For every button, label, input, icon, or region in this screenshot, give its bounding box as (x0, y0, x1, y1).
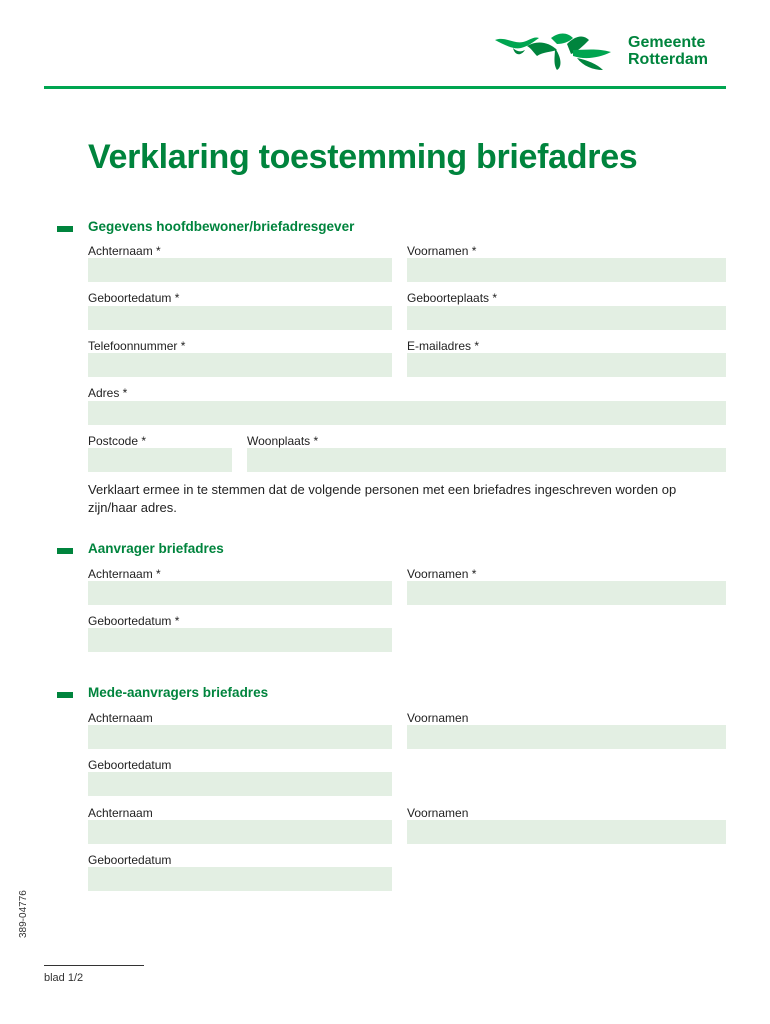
label-achternaam: Achternaam * (88, 567, 161, 581)
footer-divider (44, 965, 144, 966)
label-geboortedatum: Geboortedatum * (88, 614, 180, 628)
mede2-geboortedatum-field[interactable] (88, 867, 392, 891)
label-achternaam: Achternaam * (88, 244, 161, 258)
geboorteplaats-field[interactable] (407, 306, 726, 330)
label-woonplaats: Woonplaats * (247, 434, 319, 448)
mede1-achternaam-field[interactable] (88, 725, 392, 749)
telefoonnummer-field[interactable] (88, 353, 392, 377)
logo-wordmark (628, 34, 708, 68)
label-achternaam: Achternaam (88, 711, 153, 725)
page-number: blad 1/2 (44, 972, 84, 984)
logo-line1: Gemeente (628, 34, 706, 51)
label-telefoonnummer: Telefoonnummer * (88, 339, 186, 353)
page-title: Verklaring toestemming briefadres (88, 138, 638, 176)
postcode-field[interactable] (88, 448, 232, 472)
aanvrager-voornamen-field[interactable] (407, 581, 726, 605)
woonplaats-field[interactable] (247, 448, 726, 472)
achternaam-field[interactable] (88, 258, 392, 282)
statement-text: Verklaart ermee in te stemmen dat de volgende personen met een briefadres ingeschreven worden op zijn/haar adres. (88, 482, 677, 515)
label-adres: Adres * (88, 386, 128, 400)
header-divider (44, 86, 726, 89)
label-geboorteplaats: Geboorteplaats * (407, 291, 498, 305)
voornamen-field[interactable] (407, 258, 726, 282)
label-geboortedatum: Geboortedatum * (88, 291, 180, 305)
rotterdam-logo-icon (493, 30, 615, 72)
mede2-achternaam-field[interactable] (88, 820, 392, 844)
mede2-voornamen-field[interactable] (407, 820, 726, 844)
label-voornamen: Voornamen * (407, 244, 477, 258)
label-voornamen: Voornamen (407, 806, 469, 820)
aanvrager-geboortedatum-field[interactable] (88, 628, 392, 652)
section-title-aanvrager: Aanvrager briefadres (88, 541, 224, 556)
mede1-voornamen-field[interactable] (407, 725, 726, 749)
form-code: 389-04776 (18, 890, 29, 938)
section-title-hoofdbewoner: Gegevens hoofdbewoner/briefadresgever (88, 219, 355, 234)
section-marker (57, 226, 73, 232)
label-voornamen: Voornamen (407, 711, 469, 725)
geboortedatum-field[interactable] (88, 306, 392, 330)
label-achternaam: Achternaam (88, 806, 153, 820)
label-geboortedatum: Geboortedatum (88, 853, 172, 867)
mede1-geboortedatum-field[interactable] (88, 772, 392, 796)
adres-field[interactable] (88, 401, 726, 425)
section-marker (57, 692, 73, 698)
aanvrager-achternaam-field[interactable] (88, 581, 392, 605)
label-emailadres: E-mailadres * (407, 339, 480, 353)
label-voornamen: Voornamen * (407, 567, 477, 581)
section-marker (57, 548, 73, 554)
section-title-mede-aanvragers: Mede-aanvragers briefadres (88, 685, 269, 700)
label-geboortedatum: Geboortedatum (88, 758, 172, 772)
logo-line2: Rotterdam (628, 51, 709, 68)
label-postcode: Postcode * (88, 434, 147, 448)
emailadres-field[interactable] (407, 353, 726, 377)
